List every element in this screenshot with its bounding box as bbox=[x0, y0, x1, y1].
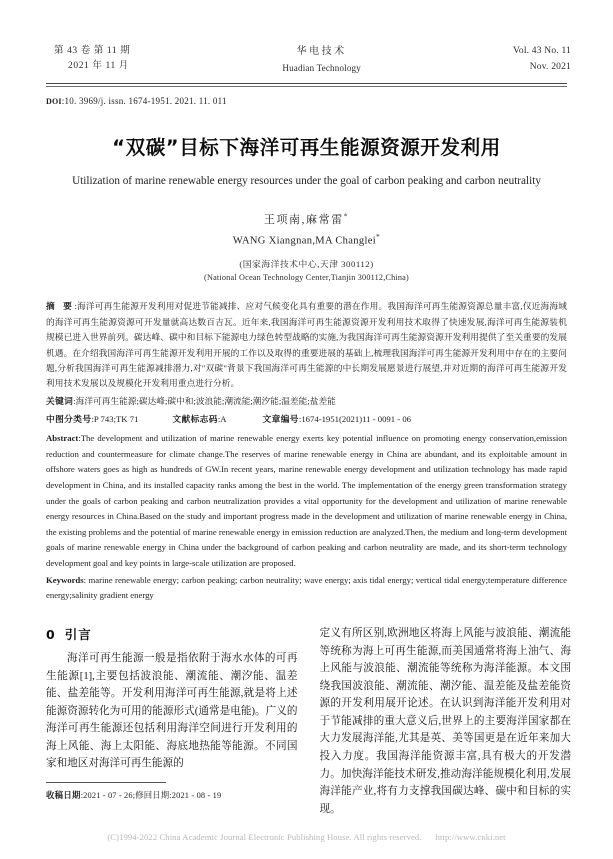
keywords-en-text: : marine renewable energy; carbon peaking; carbon neutrality; wave energy; axis tidal energy; vertical tidal energy;temperature difference energy;salinity gradient energy bbox=[46, 574, 567, 601]
article-id bbox=[263, 412, 411, 428]
abstract-en-label: Abstract bbox=[46, 433, 79, 444]
clc-number-label: 中图分类号 bbox=[46, 415, 92, 425]
received-date-value: :2021 - 07 - 26;修回日期:2021 - 08 - 19 bbox=[80, 791, 222, 801]
abstract-cn-text: :海洋可再生能源开发利用对促进节能减排、应对气候变化具有重要的潜在作用。我国海洋可再生能源资源总量丰富,仅近海海域的海洋可再生能源资源可开发量就高达数百吉瓦。近年来,我国海洋可再生能源资源开发利用技术取得了快速发展,海洋可再生能源装机规模已进入世界前列。碳达峰、碳中和目标下能源电力绿色转型战略的实施,为我国海洋可再生能源资源开发利用提供了至关重要的发展机遇。在介绍我国海洋可再生能源开发利用开展的工作以及取得的重要进展的基础上,梳理我国海洋可再生能源开发利用中存在的主要问题,分析我国海洋可再生能源减排潜力,对"双碳"背景下我国海洋可再生能源的中长期发展愿景进行展望,并对近期的海洋可再生能源开发利用技术发展以及规模化开发利用重点进行分析。 bbox=[46, 300, 567, 389]
section-number: 0 bbox=[46, 627, 56, 642]
section-title: 引言 bbox=[64, 627, 92, 642]
footer-copyright: (C)1994-2022 China Academic Journal Electronic Publishing House. All rights reserved. bbox=[107, 832, 422, 842]
affiliation-cn: (国家海洋技术中心,天津 300112) bbox=[239, 258, 374, 269]
body-columns bbox=[46, 625, 571, 818]
masthead-right bbox=[513, 44, 571, 76]
document-code-value: :A bbox=[217, 414, 227, 424]
issue-date-en: Nov. 2021 bbox=[529, 62, 571, 73]
masthead-center bbox=[282, 44, 361, 76]
keywords-cn-text: :海洋可再生能源;碳达峰;碳中和;波浪能;潮流能;潮汐能;温差能;盐差能 bbox=[73, 395, 336, 406]
article-title-en: Utilization of marine renewable energy resources under the goal of carbon peaking and carbon neutrality bbox=[72, 174, 541, 187]
footer-url[interactable]: http://www.cnki.net bbox=[435, 832, 506, 842]
intro-paragraph-right: 定义有所区别,欧洲地区将海上风能与波浪能、潮流能等统称为海上可再生能源,而美国通常将海上油气、海上风能与波浪能、潮流能等统称为海洋能源。本文围绕我国波浪能、潮流能、潮汐能、温差能及盐差能资源的开发利用展开论述。在认识到海洋能开发利用对于节能减排的重大意义后,世界上的主要海洋国家都在大力发展海洋能,尤其是英、美等国更是在近年来加大投入力度。我国海洋能资源丰富,具有极大的开发潜力。加快海洋能技术研发,推动海洋能规模化利用,发展海洋能产业,将有力支撑我国碳达峰、碳中和目标的实现。 bbox=[319, 628, 571, 815]
article-id-label: 文章编号 bbox=[262, 415, 299, 425]
volume-issue-cn: 第 43 卷 第 11 期 bbox=[54, 46, 131, 56]
issue-date-cn: 2021 年 11 月 bbox=[68, 61, 129, 72]
article-id-value: :1674-1951(2021)11 - 0091 - 06 bbox=[298, 414, 412, 424]
abstract-en-text: :The development and utilization of marine renewable energy exerts key potential influence on promoting energy conservation,emission reduction and countermeasure for climate change.The reserves of marine renewable energy in China are abundant, and its exploitable amount in offshore waters goes as high as hundreds of GW.In recent years, marine renewable energy development and utilization technology has made rapid development in China, and its installed capacity ranks among the best in the world. The implementation of the energy green transformation strategy under the goals of carbon peaking and carbon neutralization provides a vital opportunity for the development and utilization of marine renewable energy resources in China.Based on the study and important progress made in the development and utilization of marine renewable energy in China, the existing problems and the potential of marine renewable energy in emission reduction are analyzed.Then, the medium and long-term development goals of marine renewable energy in China under the background of carbon peaking and carbon neutrality are made, and its short-term technology development goal and key points in large-scale utilization are proposed. bbox=[46, 433, 567, 568]
abstract-en bbox=[46, 431, 567, 571]
doi-line bbox=[46, 96, 567, 106]
cnki-footer bbox=[0, 832, 613, 842]
authors-cn-marker: * bbox=[343, 211, 350, 221]
spacer-a bbox=[138, 412, 172, 428]
journal-name-cn: 华电技术 bbox=[296, 46, 347, 57]
clc-number-value: :P 743;TK 71 bbox=[91, 414, 139, 424]
spacer-b bbox=[227, 412, 263, 428]
keywords-en-label: Keywords bbox=[46, 574, 84, 585]
volume-issue-en: Vol. 43 No. 11 bbox=[513, 46, 571, 56]
abstract-zone bbox=[46, 299, 567, 604]
authors-en-names: WANG Xiangnan,MA Changlei bbox=[232, 235, 377, 247]
authors-cn bbox=[0, 211, 613, 227]
column-right bbox=[320, 625, 572, 818]
masthead bbox=[0, 0, 613, 76]
doi-value: :10. 3969/j. issn. 1674-1951. 2021. 11. 011 bbox=[61, 95, 227, 106]
clc-number bbox=[46, 412, 138, 428]
keywords-en bbox=[46, 573, 567, 604]
affiliation-en: (National Ocean Technology Center,Tianjin 300112,China) bbox=[204, 272, 409, 282]
doi-label: DOI bbox=[46, 96, 62, 106]
authors-en-marker: * bbox=[376, 232, 381, 242]
keywords-cn bbox=[46, 394, 567, 410]
masthead-left bbox=[46, 44, 130, 75]
masthead-divider bbox=[46, 83, 567, 87]
abstract-cn-label: 摘 要 bbox=[46, 301, 75, 312]
document-code-label: 文献标志码 bbox=[172, 415, 218, 425]
classification-row bbox=[46, 412, 567, 428]
received-date-label: 收稿日期 bbox=[46, 790, 81, 801]
article-title-cn: “双碳”目标下海洋可再生能源资源开发利用 bbox=[112, 135, 501, 159]
journal-name-en: Huadian Technology bbox=[282, 63, 361, 74]
received-date-footnote bbox=[46, 789, 298, 801]
section-heading-introduction bbox=[46, 625, 298, 643]
abstract-cn bbox=[46, 299, 567, 392]
authors-en bbox=[0, 232, 613, 247]
intro-paragraph-left: 海洋可再生能源一般是指依附于海水水体的可再生能源[1],主要包括波浪能、潮流能、潮汐能、温差能、盐差能等。开发利用海洋可再生能源,就是将上述能源资源转化为可用的能源形式(通常是电能)。广义的海洋可再生能源还包括利用海洋空间进行开发利用的海上风能、海上太阳能、海底地热能等能源。不同国家和地区对海洋可再生能源的 bbox=[46, 653, 298, 770]
document-code bbox=[172, 412, 226, 428]
footnote-divider bbox=[46, 782, 166, 783]
authors-cn-names: 王项南,麻常雷 bbox=[263, 214, 344, 227]
column-left bbox=[46, 625, 298, 818]
keywords-cn-label: 关键词 bbox=[46, 396, 74, 407]
